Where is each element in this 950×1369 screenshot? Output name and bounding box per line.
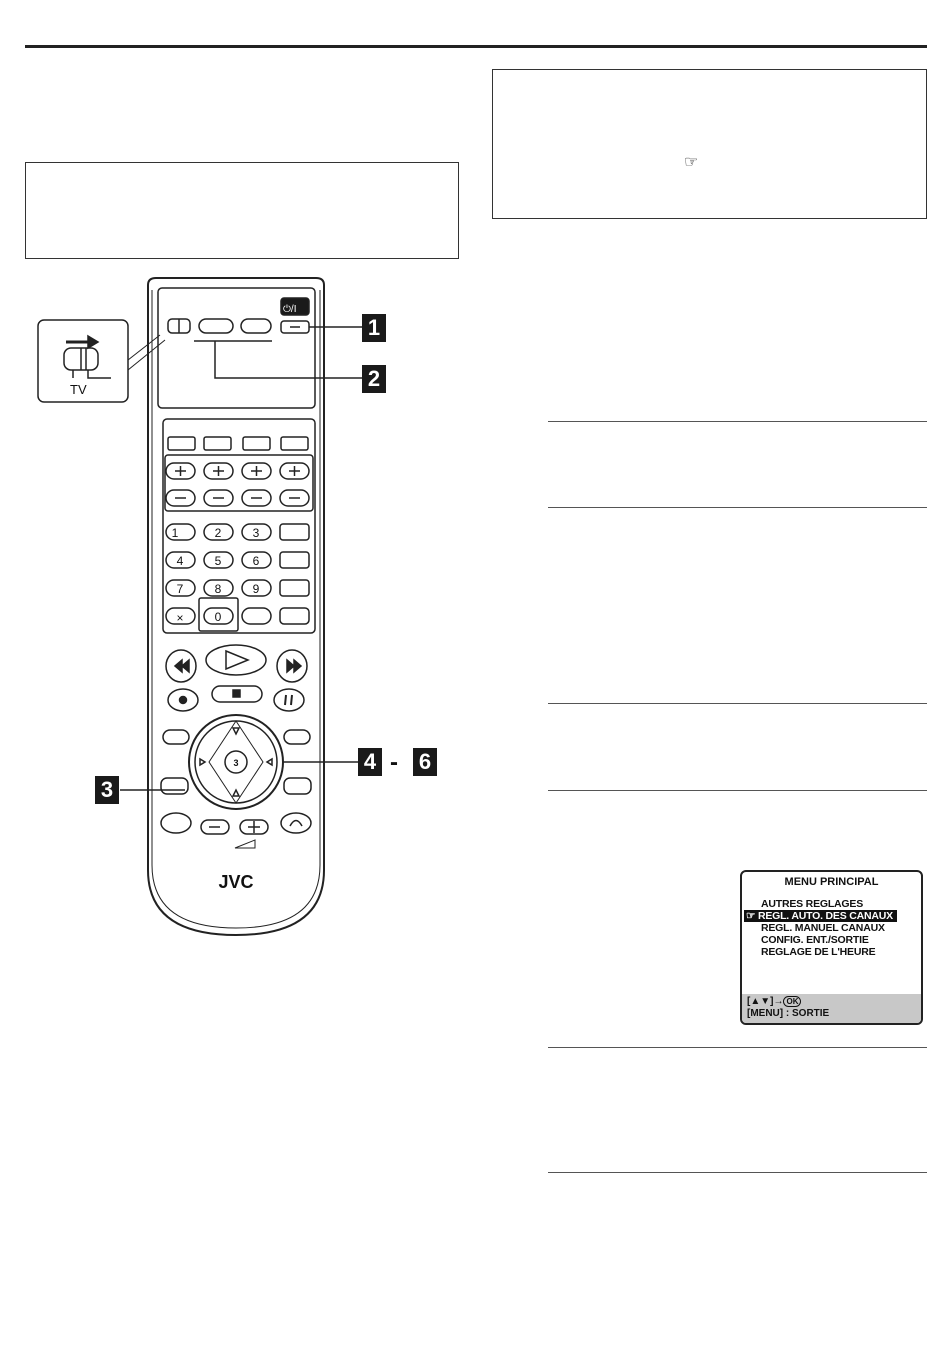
- tv-label: TV: [70, 382, 87, 397]
- osd-ok-icon: OK: [783, 996, 801, 1007]
- svg-text:9: 9: [252, 582, 260, 596]
- remote-body: [148, 278, 324, 935]
- osd-footer: [742, 994, 921, 1023]
- osd-main-menu: [740, 870, 923, 1025]
- step-divider: [548, 1172, 927, 1173]
- step-badge-6: 6: [413, 748, 437, 776]
- svg-text:2: 2: [214, 526, 222, 540]
- mode-button: [241, 319, 271, 333]
- svg-text:8: 8: [214, 582, 222, 596]
- svg-text:3: 3: [233, 758, 239, 768]
- svg-text:7: 7: [176, 582, 184, 596]
- jvc-logo: JVC: [218, 872, 254, 892]
- step-range-dash: -: [390, 749, 398, 776]
- osd-exit-hint: [MENU] : SORTIE: [747, 1008, 830, 1019]
- skip-back-button: [163, 730, 189, 744]
- svg-text:4: 4: [176, 554, 184, 568]
- svg-text:1: 1: [171, 526, 179, 540]
- osd-item[interactable]: REGLAGE DE L'HEURE: [761, 946, 876, 958]
- osd-item[interactable]: REGL. MANUEL CANAUX: [761, 922, 885, 934]
- hand-pointer-icon: ☞: [684, 154, 699, 171]
- osd-item-selected[interactable]: [744, 910, 897, 922]
- step-divider: [548, 1047, 927, 1048]
- play-button: [206, 645, 266, 675]
- return-button: [281, 813, 311, 833]
- osd-nav-hint: [▲▼]→: [747, 996, 784, 1007]
- skip-forward-button: [284, 730, 310, 744]
- svg-text:5: 5: [214, 554, 222, 568]
- osd-item-label: REGL. AUTO. DES CANAUX: [757, 910, 893, 922]
- svg-text:6: 6: [252, 554, 260, 568]
- mode-button: [199, 319, 233, 333]
- hand-pointer-icon: ☞: [746, 910, 756, 922]
- step-badge-3: 3: [95, 776, 119, 804]
- menu-button: [161, 778, 188, 794]
- osd-item[interactable]: CONFIG. ENT./SORTIE: [761, 934, 869, 946]
- pause-button: [274, 689, 304, 711]
- number-panel: [163, 419, 315, 633]
- osd-title: MENU PRINCIPAL: [784, 876, 879, 888]
- step-badge-1: 1: [362, 314, 386, 342]
- svg-text:3: 3: [252, 526, 260, 540]
- power-label: ⏻/I: [283, 304, 297, 315]
- svg-text:×: ×: [176, 611, 184, 625]
- step-badge-4: 4: [358, 748, 382, 776]
- osd-item[interactable]: AUTRES REGLAGES: [761, 898, 864, 910]
- bottom-left-button: [161, 813, 191, 833]
- step-badge-2: 2: [362, 365, 386, 393]
- svg-text:0: 0: [214, 610, 222, 624]
- side-button: [284, 778, 311, 794]
